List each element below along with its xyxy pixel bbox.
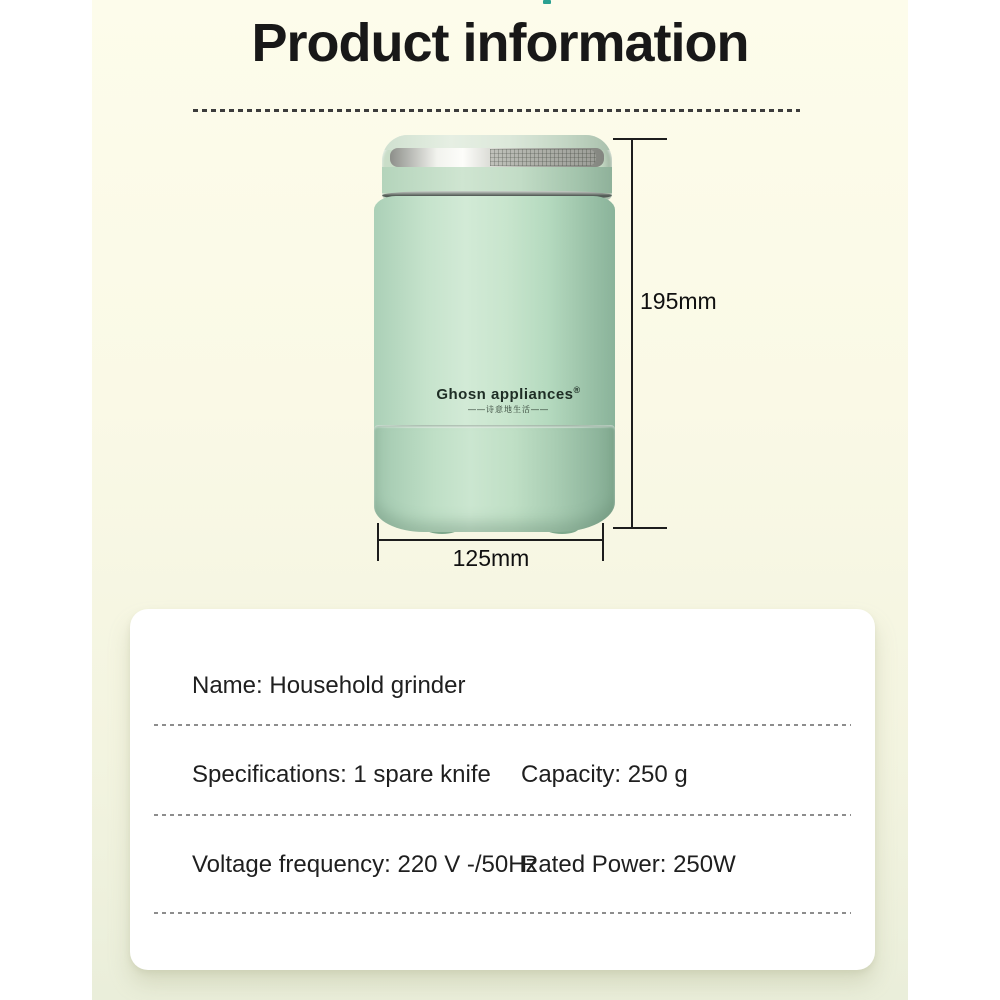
lid-mesh-texture bbox=[490, 149, 596, 166]
grinder-lid bbox=[382, 135, 612, 200]
grinder-base bbox=[374, 425, 615, 532]
width-dimension-cap-left bbox=[377, 523, 379, 561]
product-figure bbox=[92, 0, 908, 600]
height-dimension-cap-bottom bbox=[613, 527, 667, 529]
page-title: Product information bbox=[251, 13, 749, 73]
brand-name: Ghosn appliances bbox=[436, 386, 574, 403]
spec-specifications: Specifications: 1 spare knife bbox=[192, 761, 491, 788]
height-dimension-cap-top bbox=[613, 138, 667, 140]
width-dimension-line bbox=[378, 539, 604, 541]
width-dimension-cap-right bbox=[602, 523, 604, 561]
brand-label bbox=[388, 385, 629, 403]
spec-divider-3 bbox=[154, 912, 851, 914]
height-dimension-line bbox=[631, 139, 633, 529]
spec-rated-power: Rated Power: 250W bbox=[521, 851, 736, 878]
spec-voltage: Voltage frequency: 220 V -/50Hz bbox=[192, 851, 538, 878]
spec-capacity: Capacity: 250 g bbox=[521, 761, 688, 788]
spec-divider-1 bbox=[154, 724, 851, 726]
height-dimension-label: 195mm bbox=[640, 288, 717, 314]
width-dimension-label: 125mm bbox=[452, 545, 530, 571]
grinder-body bbox=[374, 196, 615, 433]
spec-divider-2 bbox=[154, 814, 851, 816]
brand-tagline: ——诗意地生活—— bbox=[468, 405, 549, 414]
lid-green-band bbox=[382, 167, 612, 193]
spec-name: Name: Household grinder bbox=[192, 672, 466, 699]
base-seam bbox=[376, 425, 613, 428]
registered-mark: ® bbox=[573, 385, 581, 395]
spec-card bbox=[130, 609, 875, 970]
